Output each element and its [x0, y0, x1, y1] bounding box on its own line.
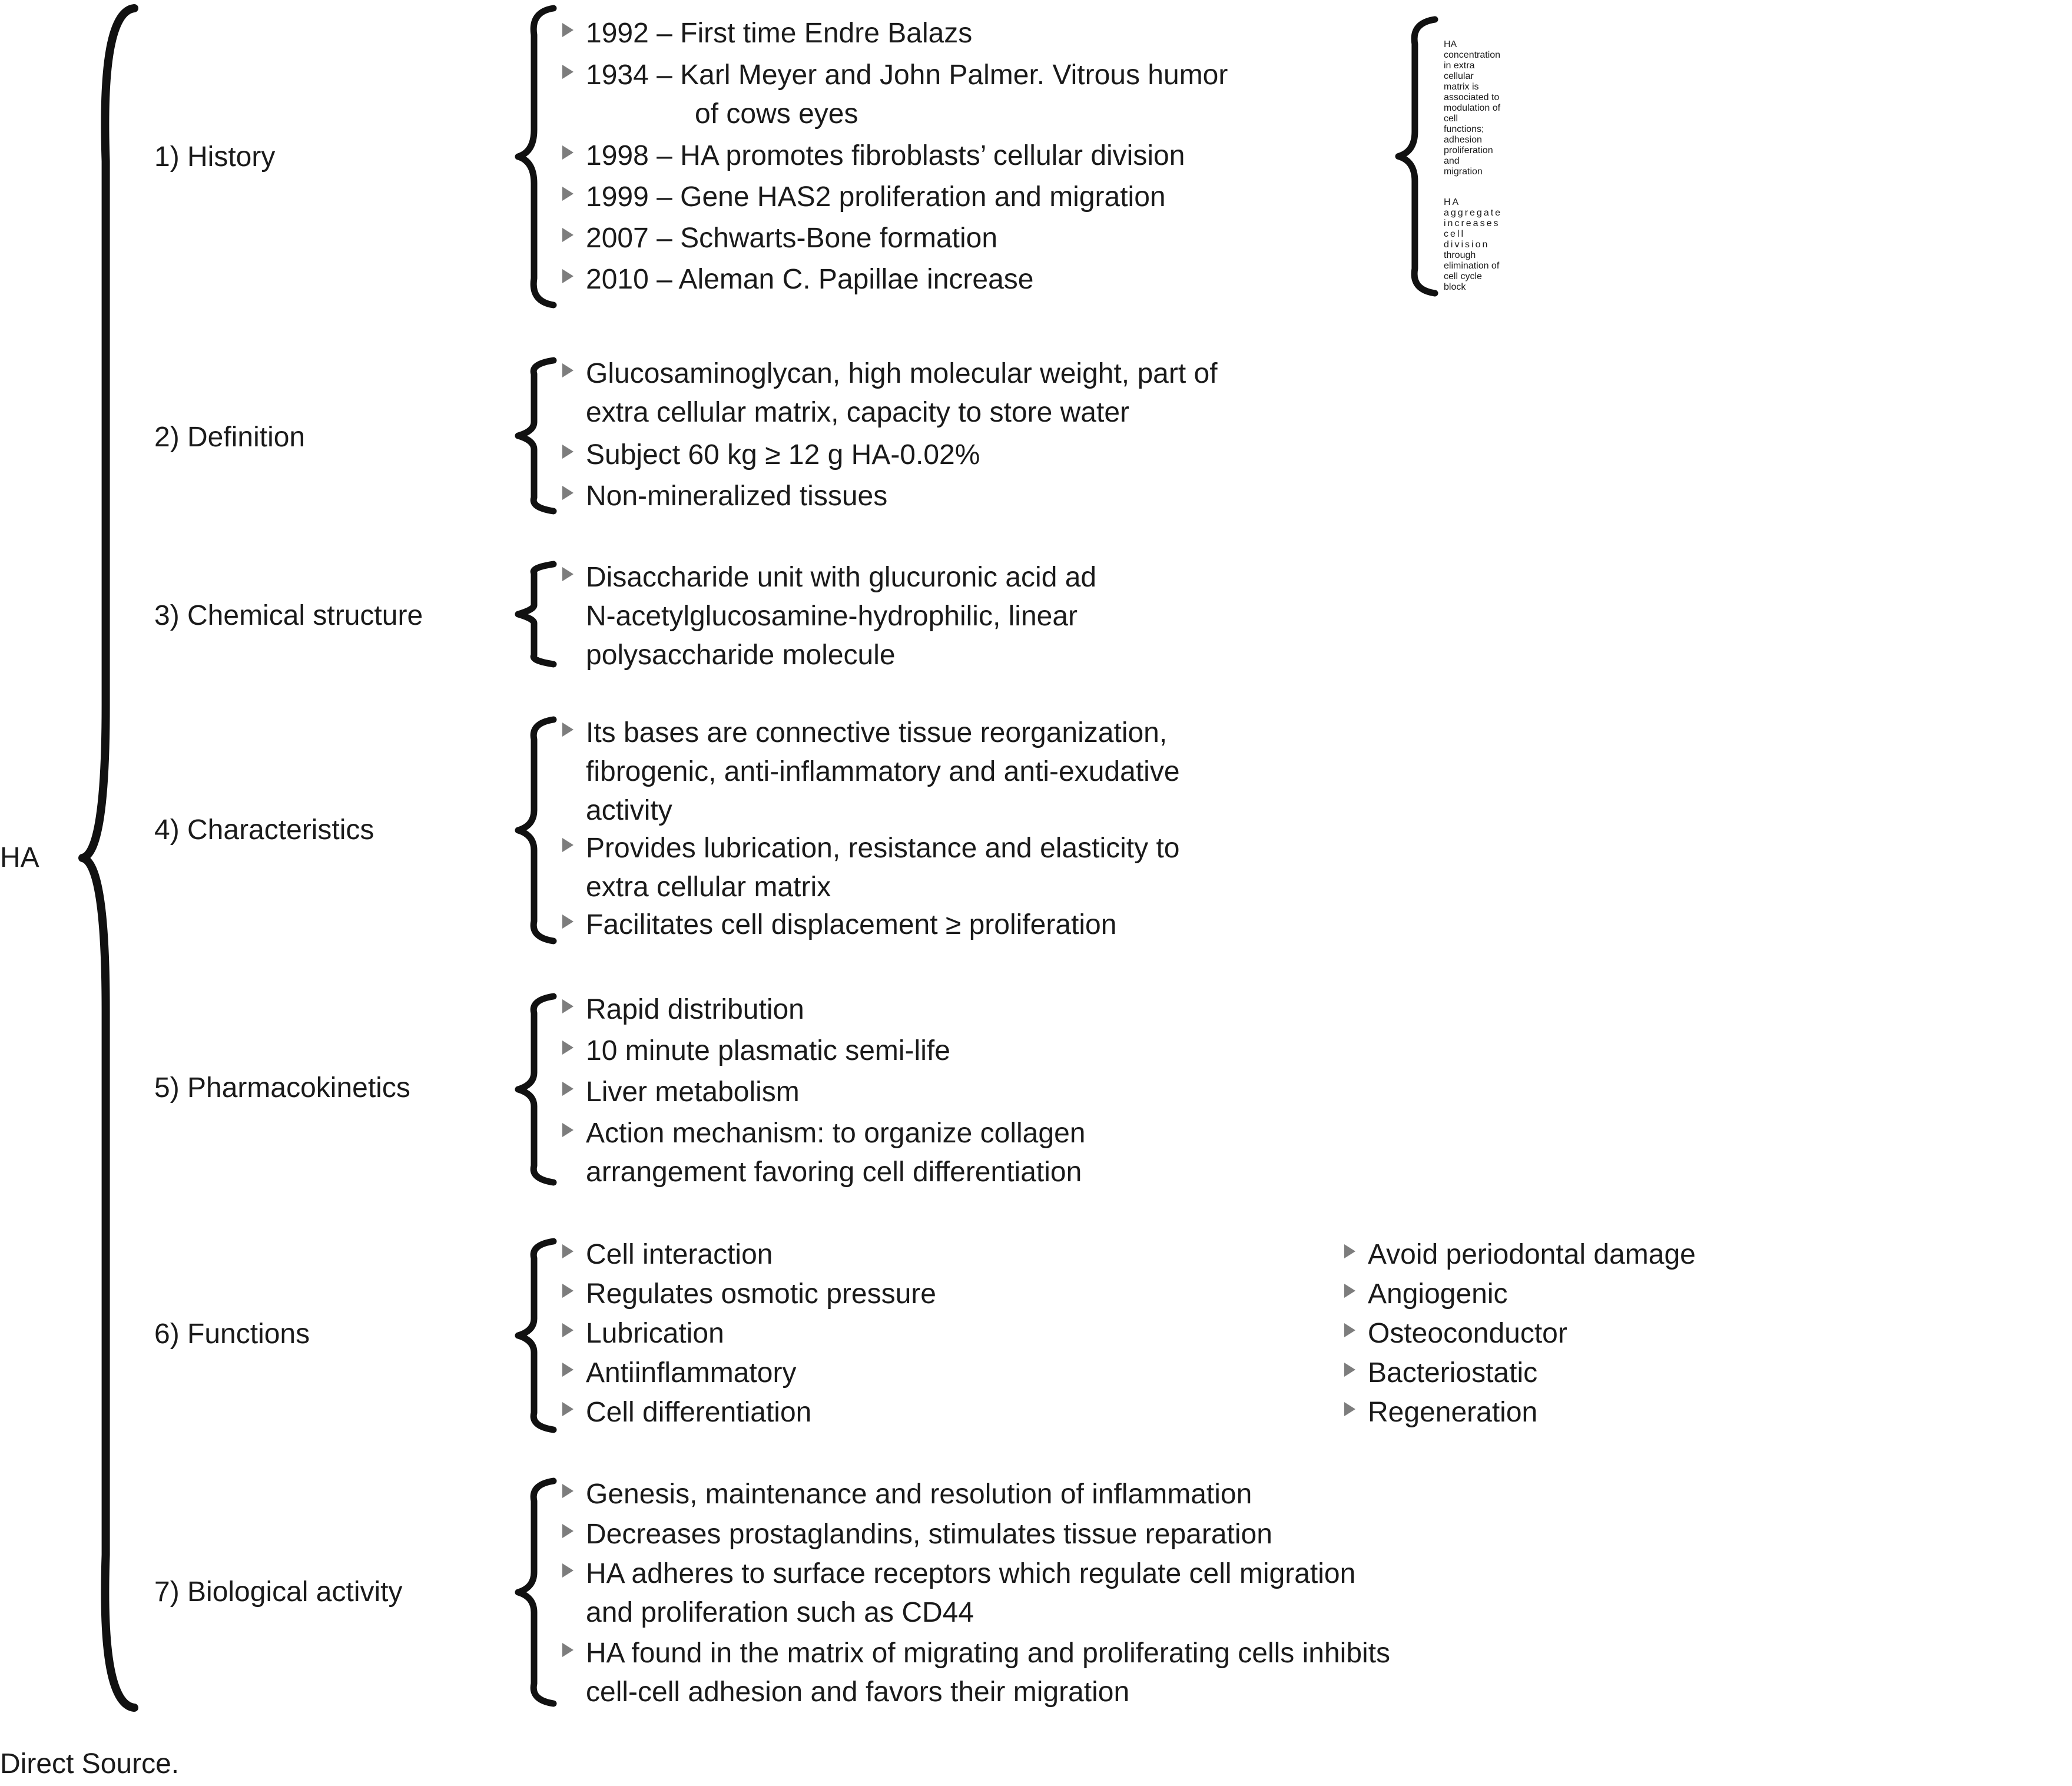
- bullet-text: [586, 1354, 796, 1393]
- bullet-text: [586, 14, 972, 53]
- bullet-text-line: polysaccharide molecule: [586, 639, 896, 671]
- bullet-arrow-icon: [562, 1244, 573, 1258]
- history-note-1-line-3: adhesion proliferation and migration: [1444, 135, 1493, 177]
- bullet-arrow-icon: [562, 1563, 573, 1578]
- bullet-arrow-icon: [1344, 1323, 1355, 1337]
- bullet-text: [1368, 1314, 1567, 1353]
- brace-biological-activity: [518, 1481, 553, 1704]
- bullet-text-line: 2007 – Schwarts-Bone formation: [586, 223, 998, 254]
- bullet-text: [586, 1314, 724, 1353]
- bullet-arrow-icon: [562, 838, 573, 852]
- bullet-text-line: Provides lubrication, resistance and elasticity to: [586, 833, 1180, 864]
- bullet-text: [586, 436, 980, 475]
- bullet-text-line: 1998 – HA promotes fibroblasts’ cellular division: [586, 140, 1185, 171]
- section-label-chemical-structure: 3) Chemical structure: [154, 600, 423, 631]
- bullet-arrow-icon: [562, 567, 573, 581]
- bullet-text-line: 2010 – Aleman C. Papillae increase: [586, 264, 1034, 295]
- bullet-text-line: Cell differentiation: [586, 1397, 812, 1428]
- bullet-arrow-icon: [562, 65, 573, 79]
- bullet-text: [1368, 1354, 1537, 1393]
- bullet-text-line: Antiinflammatory: [586, 1357, 797, 1389]
- bullet-text: [586, 1073, 800, 1112]
- bullet-text-line: cell-cell adhesion and favors their migration: [586, 1676, 1130, 1708]
- bullet-text: [586, 1475, 1252, 1514]
- bullet-arrow-icon: [1344, 1284, 1355, 1298]
- bullet-arrow-icon: [562, 723, 573, 737]
- bullet-text-line: extra cellular matrix: [586, 872, 831, 903]
- bullet-text-line: Facilitates cell displacement ≥ proliferation: [586, 909, 1117, 940]
- bullet-text-line: of cows eyes: [695, 98, 858, 130]
- bullet-text-line: Rapid distribution: [586, 994, 804, 1025]
- bullet-text: [586, 219, 997, 258]
- bullet-text-line: extra cellular matrix, capacity to store water: [586, 397, 1129, 428]
- bullet-text-line: and proliferation such as CD44: [586, 1597, 974, 1628]
- bullet-arrow-icon: [562, 445, 573, 459]
- bullet-text-line: HA adheres to surface receptors which regulate cell migration: [586, 1558, 1356, 1589]
- bullet-arrow-icon: [1344, 1363, 1355, 1377]
- bullet-text-line: activity: [586, 795, 672, 826]
- bullet-text: [586, 906, 1116, 945]
- bullet-text: [586, 1032, 950, 1071]
- bullet-arrow-icon: [562, 1323, 573, 1337]
- history-note-2: [1444, 197, 1502, 293]
- bullet-text-line: 1992 – First time Endre Balazs: [586, 18, 973, 49]
- bullet-arrow-icon: [1344, 1244, 1355, 1258]
- bullet-text-line: Its bases are connective tissue reorganization,: [586, 717, 1168, 748]
- bullet-arrow-icon: [562, 1524, 573, 1538]
- bullet-arrow-icon: [562, 23, 573, 37]
- bullet-text: [586, 260, 1033, 299]
- bullet-arrow-icon: [562, 145, 573, 160]
- section-label-history: 1) History: [154, 141, 276, 173]
- bullet-text-line: 1999 – Gene HAS2 proliferation and migration: [586, 181, 1166, 213]
- bullet-arrow-icon: [562, 1041, 573, 1055]
- bullet-arrow-icon: [562, 1643, 573, 1657]
- bullet-arrow-icon: [562, 1123, 573, 1137]
- bullet-text-line: Cell interaction: [586, 1239, 773, 1270]
- bullet-text: [586, 1235, 773, 1274]
- source-note: Direct Source.: [0, 1748, 180, 1780]
- brace-history: [518, 8, 553, 305]
- bullet-arrow-icon: [562, 187, 573, 201]
- brace-functions: [518, 1241, 553, 1430]
- bullet-text-line: Osteoconductor: [1368, 1318, 1567, 1349]
- bullet-text: [586, 137, 1185, 175]
- bullet-text: [586, 714, 1180, 830]
- bullet-text: [586, 1515, 1272, 1554]
- bullet-text: [586, 1275, 936, 1314]
- bullet-text: [586, 477, 887, 516]
- bullet-text-line: Angiogenic: [1368, 1278, 1508, 1310]
- section-label-functions: 6) Functions: [154, 1318, 310, 1350]
- brace-chemical-structure: [518, 564, 553, 664]
- section-label-characteristics: 4) Characteristics: [154, 814, 374, 846]
- bullet-text-line: N-acetylglucosamine-hydrophilic, linear: [586, 601, 1078, 632]
- brace-root: [82, 8, 134, 1708]
- bullet-arrow-icon: [562, 1402, 573, 1416]
- bullet-text: [1368, 1235, 1696, 1274]
- bullet-text-line: HA found in the matrix of migrating and proliferating cells inhibits: [586, 1638, 1391, 1669]
- bullet-arrow-icon: [562, 914, 573, 929]
- bullet-text: [586, 1634, 1390, 1712]
- bullet-arrow-icon: [562, 999, 573, 1013]
- bullet-text-line: Action mechanism: to organize collagen: [586, 1118, 1086, 1149]
- bullet-text-line: arrangement favoring cell differentiation: [586, 1157, 1082, 1188]
- bullet-arrow-icon: [562, 1363, 573, 1377]
- bullet-text: [586, 558, 1096, 675]
- history-note-2-line-2: through elimination of cell cycle block: [1444, 250, 1500, 292]
- brace-definition: [518, 360, 553, 511]
- bullet-text: [586, 56, 1228, 134]
- brace-characteristics: [518, 720, 553, 941]
- bullet-text-line: Glucosaminoglycan, high molecular weight, part of: [586, 358, 1218, 389]
- bullet-text: [586, 1393, 811, 1432]
- bullet-arrow-icon: [1344, 1402, 1355, 1416]
- bullet-arrow-icon: [562, 1484, 573, 1498]
- bullet-text-line: Lubrication: [586, 1318, 724, 1349]
- bullet-text-line: Liver metabolism: [586, 1076, 800, 1108]
- bullet-arrow-icon: [562, 1284, 573, 1298]
- section-label-pharmacokinetics: 5) Pharmacokinetics: [154, 1072, 410, 1104]
- section-label-biological-activity: 7) Biological activity: [154, 1576, 403, 1608]
- brace-pharmacokinetics: [518, 996, 553, 1182]
- bullet-text-line: Genesis, maintenance and resolution of inflammation: [586, 1479, 1252, 1510]
- bullet-text-line: Subject 60 kg ≥ 12 g HA-0.02%: [586, 439, 980, 470]
- bullet-arrow-icon: [562, 363, 573, 377]
- root-label-ha: HA: [0, 842, 39, 873]
- bullet-arrow-icon: [562, 228, 573, 242]
- bullet-arrow-icon: [562, 1082, 573, 1096]
- bullet-text: [586, 990, 804, 1029]
- bullet-text-line: fibrogenic, anti-inflammatory and anti-exudative: [586, 756, 1180, 787]
- bullet-text-line: Decreases prostaglandins, stimulates tissue reparation: [586, 1519, 1272, 1550]
- bullet-text: [586, 1555, 1355, 1632]
- history-note-1: [1444, 39, 1500, 177]
- history-note-1-line-2: associated to modulation of cell functions;: [1444, 92, 1501, 134]
- bullet-text-line: Bacteriostatic: [1368, 1357, 1538, 1389]
- brace-history-notes: [1398, 19, 1435, 293]
- bullet-text-line: Avoid periodontal damage: [1368, 1239, 1696, 1270]
- section-label-definition: 2) Definition: [154, 422, 306, 453]
- history-note-2-line-1: HA aggregate increases cell division: [1444, 197, 1503, 250]
- bullet-arrow-icon: [562, 486, 573, 500]
- bullet-text-line: 10 minute plasmatic semi-life: [586, 1035, 950, 1066]
- bullet-text: [586, 354, 1218, 432]
- bullet-text: [586, 829, 1180, 907]
- bullet-text: [586, 178, 1166, 217]
- bullet-text-line: Regulates osmotic pressure: [586, 1278, 936, 1310]
- bullet-text-line: Non-mineralized tissues: [586, 481, 888, 512]
- bullet-text: [586, 1114, 1085, 1192]
- bullet-text-line: Disaccharide unit with glucuronic acid ad: [586, 562, 1097, 593]
- bullet-text-line: 1934 – Karl Meyer and John Palmer. Vitrous humor: [586, 59, 1228, 91]
- bullet-text-line: Regeneration: [1368, 1397, 1538, 1428]
- bullet-arrow-icon: [562, 269, 573, 283]
- bullet-text: [1368, 1275, 1508, 1314]
- history-note-1-line-1: HA concentration in extra cellular matrix is: [1444, 39, 1501, 92]
- bullet-text: [1368, 1393, 1537, 1432]
